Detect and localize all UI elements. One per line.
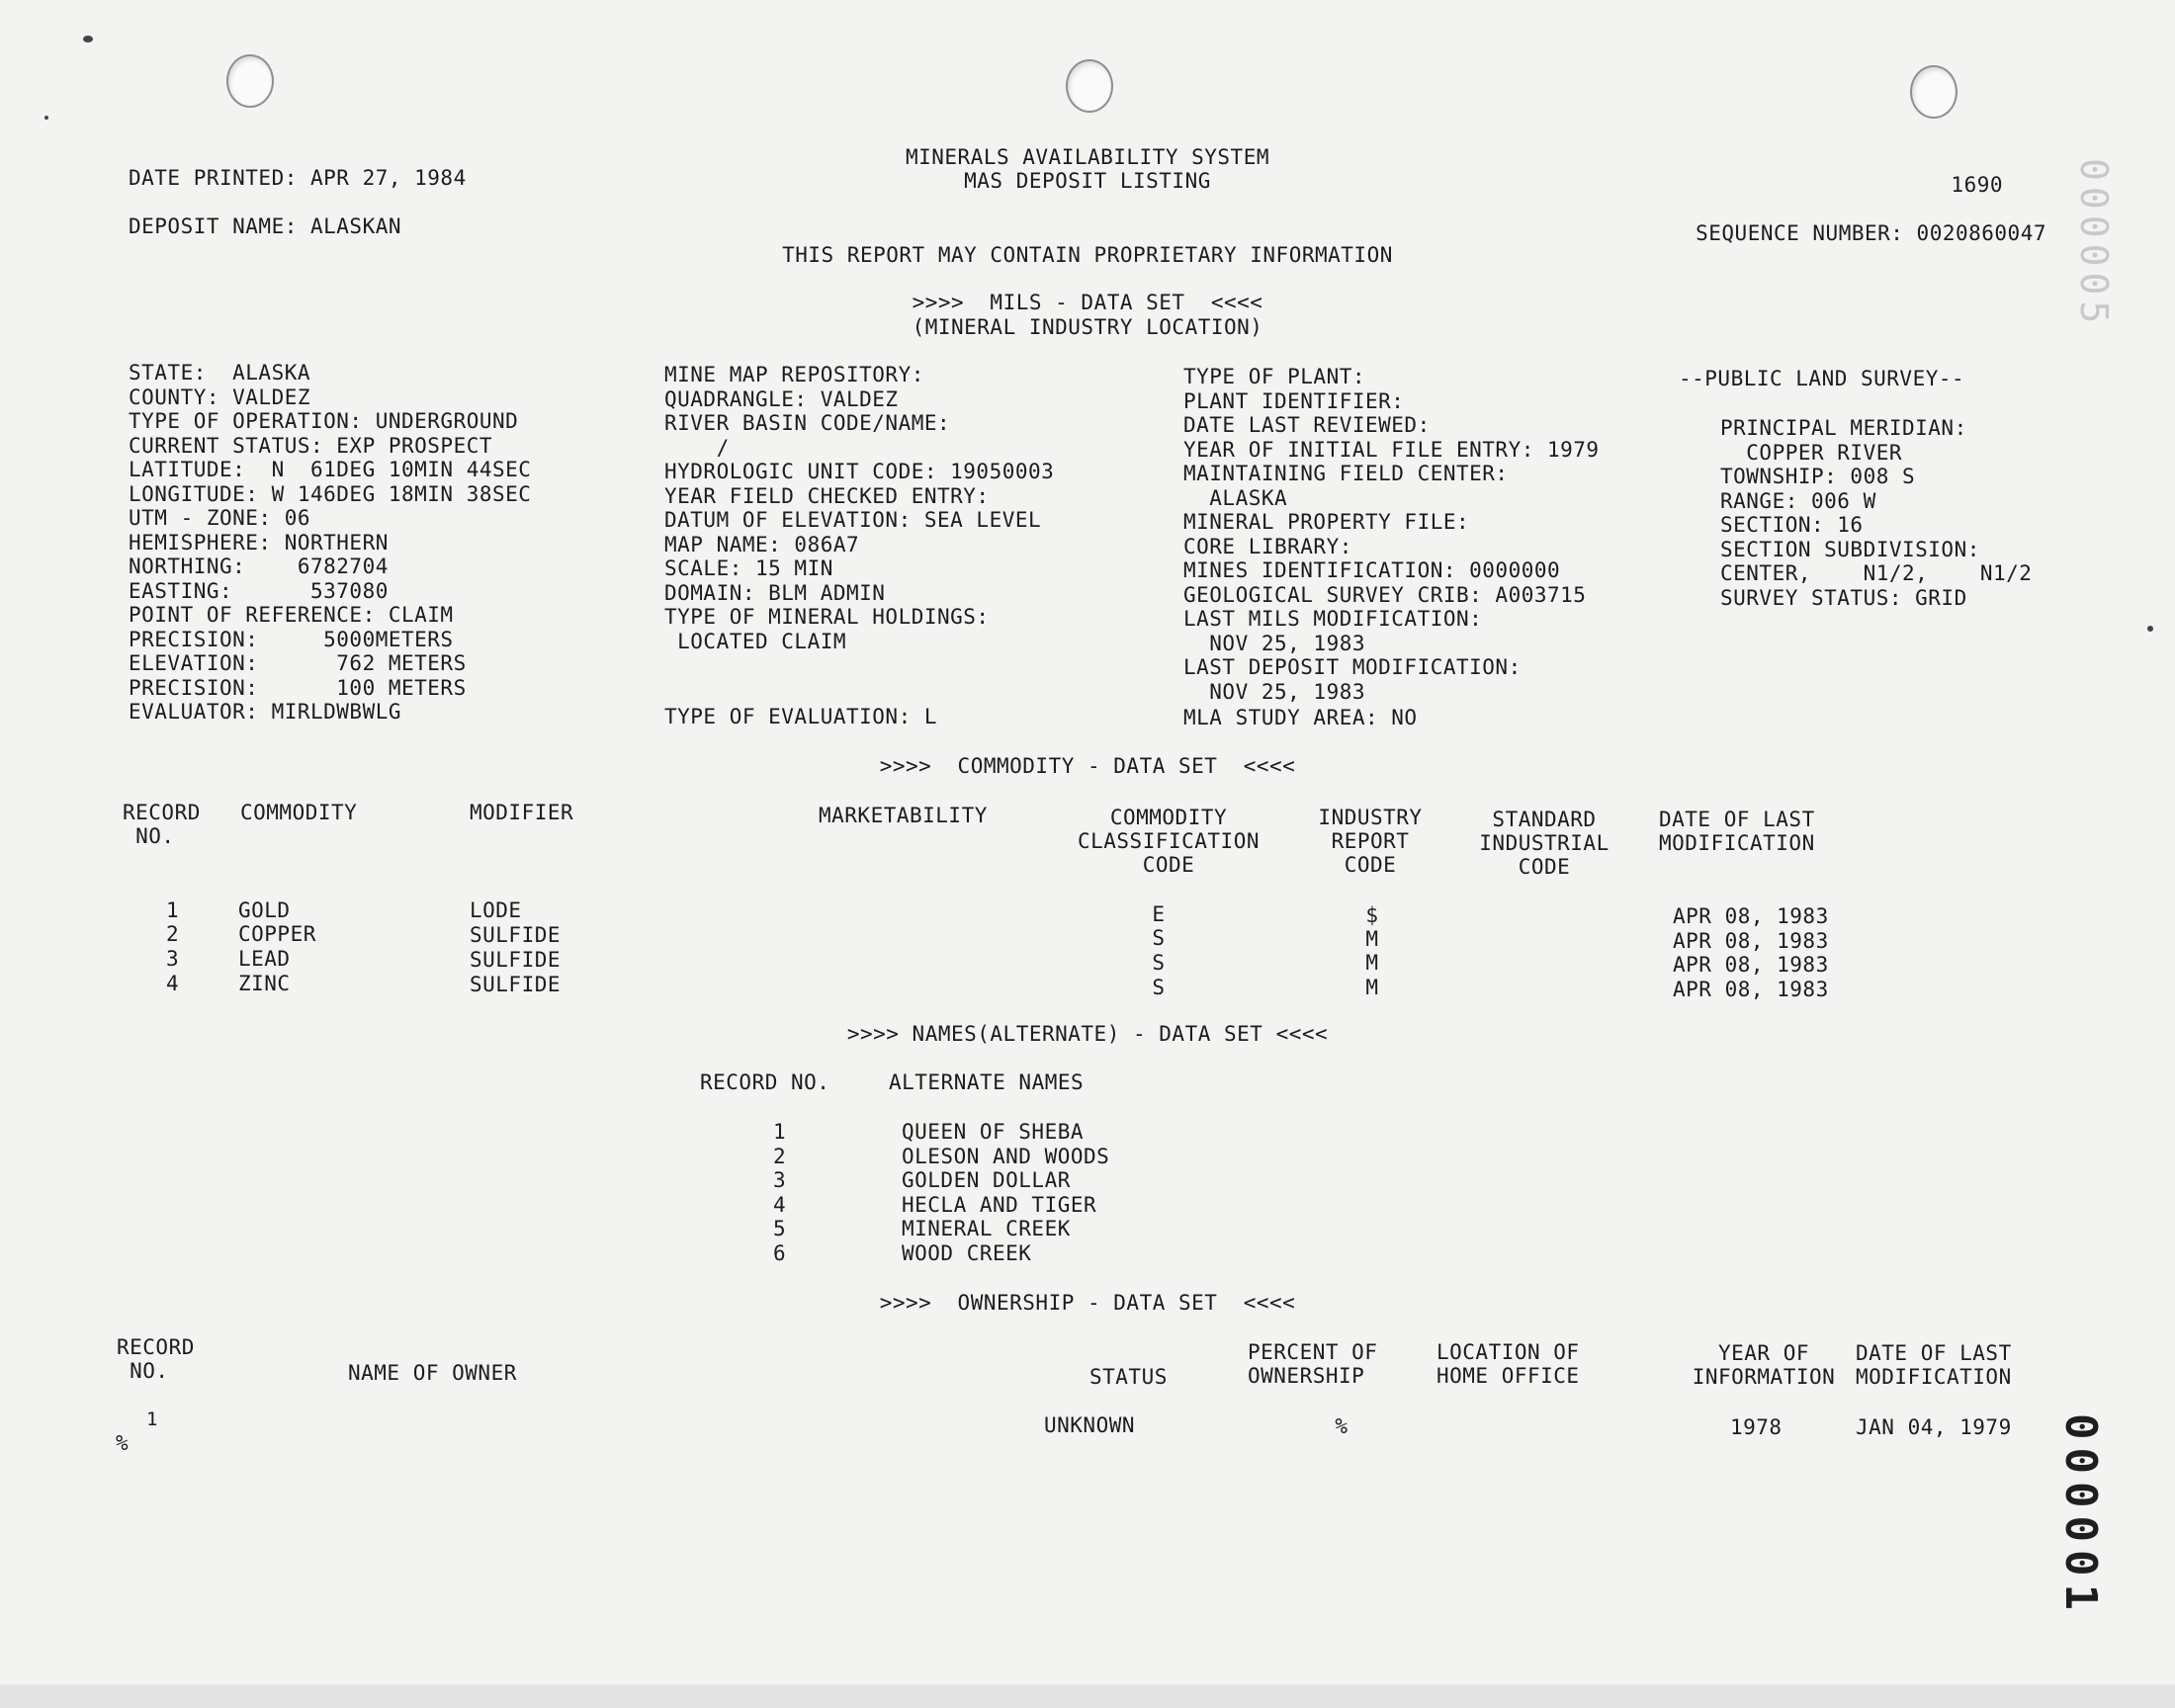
punch-hole-left (226, 54, 274, 108)
mils-field: TYPE OF EVALUATION: L (664, 705, 938, 728)
mils-field: HYDROLOGIC UNIT CODE: 19050003 (664, 460, 1055, 483)
commodity-name: LEAD (238, 947, 291, 971)
mils-field: MINERAL PROPERTY FILE: (1183, 510, 1470, 534)
record-number: 5 (773, 1217, 787, 1240)
mils-field: MAINTAINING FIELD CENTER: (1183, 462, 1509, 485)
modification-date: APR 08, 1983 (1673, 978, 1829, 1001)
mils-field: DOMAIN: BLM ADMIN (664, 581, 886, 605)
mils-field: CORE LIBRARY: (1183, 535, 1352, 558)
mils-field: TYPE OF OPERATION: UNDERGROUND (129, 409, 519, 433)
record-number: 6 (773, 1241, 787, 1265)
mils-field: TYPE OF MINERAL HOLDINGS: (664, 605, 990, 629)
survey-field: SECTION SUBDIVISION: (1720, 538, 1980, 561)
mils-field: CURRENT STATUS: EXP PROSPECT (129, 434, 493, 458)
modification-date: APR 08, 1983 (1673, 904, 1829, 928)
names-header-alternate: ALTERNATE NAMES (889, 1070, 1085, 1094)
mils-field: NOV 25, 1983 (1183, 680, 1366, 704)
page-stamp-top: 000005 (2072, 158, 2116, 330)
commodity-name: GOLD (238, 898, 291, 922)
mils-field: NORTHING: 6782704 (129, 555, 389, 578)
mils-field: HEMISPHERE: NORTHERN (129, 531, 389, 555)
mils-field: PRECISION: 100 METERS (129, 676, 467, 700)
alternate-name: GOLDEN DOLLAR (902, 1168, 1071, 1192)
mils-field: PRECISION: 5000METERS (129, 628, 454, 651)
mils-field: YEAR OF INITIAL FILE ENTRY: 1979 (1183, 438, 1600, 462)
classification-code: S (1152, 976, 1166, 999)
survey-field: PRINCIPAL MERIDIAN: (1720, 416, 1967, 440)
column-header-industry-report: INDUSTRY REPORT CODE (1318, 806, 1423, 877)
record-number: 4 (773, 1193, 787, 1217)
survey-heading: --PUBLIC LAND SURVEY-- (1679, 367, 1965, 390)
alternate-name: OLESON AND WOODS (902, 1145, 1110, 1168)
mils-field: LAST MILS MODIFICATION: (1183, 607, 1483, 631)
mils-field: LOCATED CLAIM (664, 630, 847, 653)
alternate-name: MINERAL CREEK (902, 1217, 1071, 1240)
mils-field: DATE LAST REVIEWED: (1183, 413, 1431, 437)
mils-field: EASTING: 537080 (129, 579, 389, 603)
column-header-last-modification: DATE OF LAST MODIFICATION (1659, 808, 1815, 855)
names-heading: >>>> NAMES(ALTERNATE) - DATA SET <<<< (846, 1022, 1329, 1046)
mils-field: NOV 25, 1983 (1183, 632, 1366, 655)
sequence-number: SEQUENCE NUMBER: 0020860047 (1696, 221, 2046, 245)
owner-marker: % (116, 1431, 130, 1455)
mils-field: STATE: ALASKA (129, 361, 311, 384)
column-header-record: RECORD NO. (123, 801, 201, 848)
industry-report-code: M (1365, 951, 1379, 975)
ownership-percent: % (1335, 1414, 1348, 1438)
classification-code: E (1152, 902, 1166, 926)
column-header-record: RECORD NO. (117, 1335, 195, 1383)
system-title: MINERALS AVAILABILITY SYSTEM (905, 145, 1269, 169)
speck-mark (44, 116, 48, 120)
date-printed: DATE PRINTED: APR 27, 1984 (129, 166, 467, 190)
mils-field: PLANT IDENTIFIER: (1183, 389, 1405, 413)
record-number: 1 (773, 1120, 787, 1144)
mils-field: LATITUDE: N 61DEG 10MIN 44SEC (129, 458, 532, 481)
survey-field: SECTION: 16 (1720, 513, 1864, 537)
listing-title: MAS DEPOSIT LISTING (964, 169, 1211, 193)
mils-field: MAP NAME: 086A7 (664, 533, 860, 556)
survey-field: COPPER RIVER (1720, 441, 1903, 465)
mils-field: TYPE OF PLANT: (1183, 365, 1366, 388)
alternate-name: HECLA AND TIGER (902, 1193, 1097, 1217)
record-number: 1 (146, 1409, 158, 1430)
mils-field: DATUM OF ELEVATION: SEA LEVEL (664, 508, 1042, 532)
mils-field: / (664, 436, 730, 460)
column-header-last-modification: DATE OF LAST MODIFICATION (1856, 1341, 2012, 1389)
ownership-status: UNKNOWN (1044, 1413, 1136, 1437)
classification-code: S (1152, 926, 1166, 950)
mils-field: MINES IDENTIFICATION: 0000000 (1183, 558, 1561, 582)
commodity-modifier: LODE (470, 898, 522, 922)
names-header-record: RECORD NO. (700, 1070, 830, 1094)
mils-field: YEAR FIELD CHECKED ENTRY: (664, 484, 990, 508)
record-number: 3 (773, 1168, 787, 1192)
mils-field: QUADRANGLE: VALDEZ (664, 387, 899, 411)
survey-field: SURVEY STATUS: GRID (1720, 586, 1967, 610)
record-number: 2 (166, 922, 180, 946)
commodity-name: ZINC (238, 972, 291, 995)
classification-code: S (1152, 951, 1166, 975)
alternate-name: QUEEN OF SHEBA (902, 1120, 1085, 1144)
mils-subheading: (MINERAL INDUSTRY LOCATION) (912, 315, 1263, 339)
speck-mark (83, 36, 93, 43)
mils-field: LONGITUDE: W 146DEG 18MIN 38SEC (129, 482, 532, 506)
mils-field: EVALUATOR: MIRLDWBWLG (129, 700, 402, 724)
commodity-modifier: SULFIDE (470, 973, 562, 996)
modification-date: APR 08, 1983 (1673, 953, 1829, 977)
page-stamp-bottom: 000001 (2055, 1413, 2106, 1618)
commodity-heading: >>>> COMMODITY - DATA SET <<<< (879, 754, 1296, 778)
column-header-marketability: MARKETABILITY (819, 804, 988, 827)
mils-field: UTM - ZONE: 06 (129, 506, 311, 530)
column-header-status: STATUS (1089, 1365, 1168, 1389)
mils-field: SCALE: 15 MIN (664, 556, 833, 580)
record-number: 1 (166, 898, 180, 922)
column-header-year: YEAR OF INFORMATION (1692, 1341, 1836, 1389)
column-header-percent: PERCENT OF OWNERSHIP (1248, 1340, 1378, 1388)
record-number: 3 (166, 947, 180, 971)
survey-field: TOWNSHIP: 008 S (1720, 465, 1916, 488)
mils-field: MINE MAP REPOSITORY: (664, 363, 924, 386)
mils-field: ALASKA (1183, 486, 1288, 510)
column-header-modifier: MODIFIER (470, 801, 574, 824)
punch-hole-right (1910, 65, 1958, 119)
scanner-edge (0, 1684, 2175, 1708)
ownership-heading: >>>> OWNERSHIP - DATA SET <<<< (879, 1291, 1296, 1315)
mils-field: ELEVATION: 762 METERS (129, 651, 467, 675)
survey-field: CENTER, N1/2, N1/2 (1720, 561, 2033, 585)
page-number: 1690 (1951, 173, 2003, 197)
modification-date: JAN 04, 1979 (1856, 1415, 2012, 1439)
column-header-classification: COMMODITY CLASSIFICATION CODE (1077, 806, 1260, 877)
deposit-name: DEPOSIT NAME: ALASKAN (129, 214, 402, 238)
mils-field: GEOLOGICAL SURVEY CRIB: A003715 (1183, 583, 1587, 607)
modification-date: APR 08, 1983 (1673, 929, 1829, 953)
commodity-modifier: SULFIDE (470, 923, 562, 947)
mils-field: MLA STUDY AREA: NO (1183, 706, 1418, 729)
industry-report-code: M (1365, 976, 1379, 999)
speck-mark (2147, 626, 2153, 632)
punch-hole-center (1066, 59, 1113, 113)
proprietary-notice: THIS REPORT MAY CONTAIN PROPRIETARY INFORMATION (782, 243, 1393, 267)
column-header-location: LOCATION OF HOME OFFICE (1436, 1340, 1580, 1388)
alternate-name: WOOD CREEK (902, 1241, 1032, 1265)
commodity-modifier: SULFIDE (470, 948, 562, 972)
industry-report-code: M (1365, 927, 1379, 951)
column-header-commodity: COMMODITY (240, 801, 358, 824)
record-number: 4 (166, 972, 180, 995)
information-year: 1978 (1730, 1415, 1783, 1439)
survey-field: RANGE: 006 W (1720, 489, 1876, 513)
mils-field: LAST DEPOSIT MODIFICATION: (1183, 655, 1522, 679)
industry-report-code: $ (1365, 903, 1379, 927)
column-header-standard-industrial: STANDARD INDUSTRIAL CODE (1479, 808, 1610, 879)
mils-heading: >>>> MILS - DATA SET <<<< (912, 291, 1263, 314)
column-header-owner: NAME OF OWNER (348, 1361, 517, 1385)
mils-field: RIVER BASIN CODE/NAME: (664, 411, 951, 435)
mils-field: POINT OF REFERENCE: CLAIM (129, 603, 454, 627)
commodity-name: COPPER (238, 922, 316, 946)
mils-field: COUNTY: VALDEZ (129, 385, 311, 409)
record-number: 2 (773, 1145, 787, 1168)
